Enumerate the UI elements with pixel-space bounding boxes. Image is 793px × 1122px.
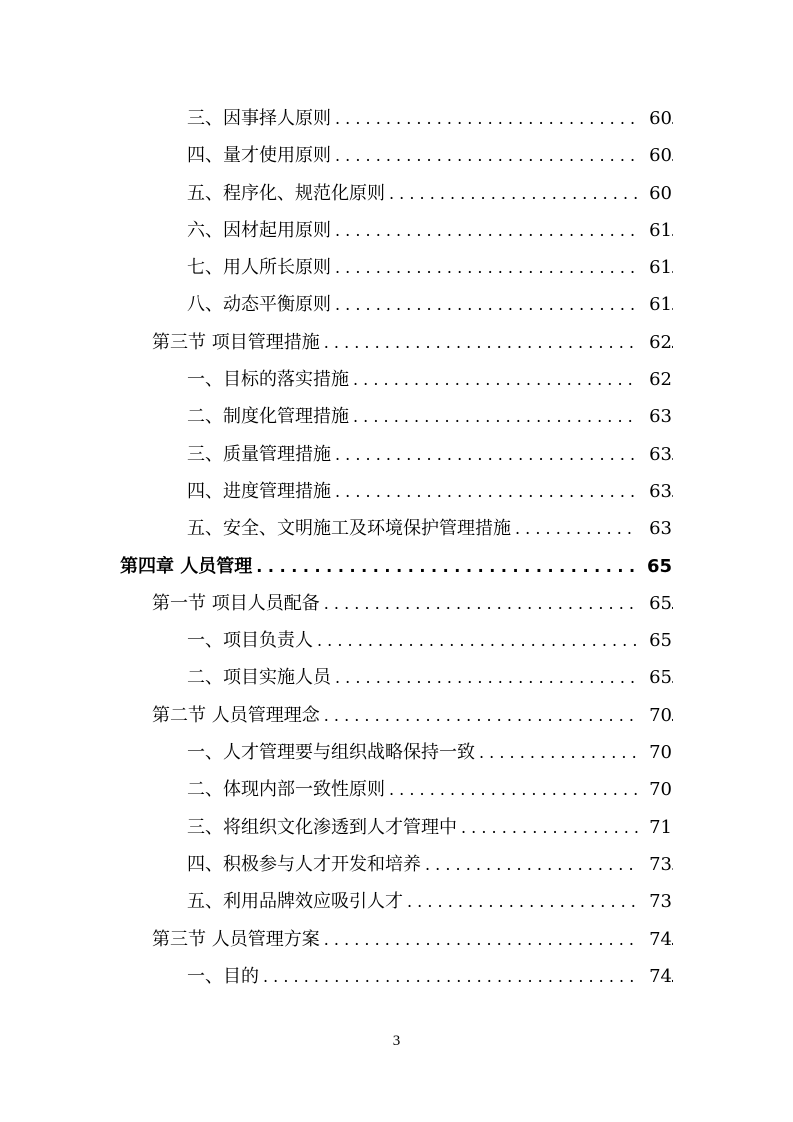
dot-leader [324,585,673,622]
toc-entry-page: 70 [638,697,672,734]
toc-entry-page: 61 [638,249,672,286]
toc-entry-page: 60 [638,137,672,174]
toc-entry-label: 一、项目负责人 [187,630,313,652]
toc-entry-label: 二、项目实施人员 [187,667,331,689]
toc-entry-page: 62 [638,361,672,398]
toc-chapter-entry[interactable] [0,548,793,585]
dot-leader [335,212,673,249]
toc-entry[interactable] [0,436,793,473]
toc-entry-label: 二、制度化管理措施 [187,406,349,428]
toc-entry-page: 74 [638,921,672,958]
dot-leader [353,398,673,435]
toc-entry[interactable] [0,771,793,808]
toc-entry[interactable] [0,361,793,398]
toc-entry-label: 三、将组织文化渗透到人才管理中 [187,816,457,838]
dot-leader [335,100,673,137]
toc-entry-label: 一、人才管理要与组织战略保持一致 [187,742,475,764]
dot-leader [324,921,673,958]
toc-entry-label: 三、质量管理措施 [187,443,331,465]
toc-entry-label: 六、因材起用原则 [187,219,331,241]
toc-entry-page: 63 [638,510,672,547]
dot-leader [389,175,673,212]
dot-leader [324,697,673,734]
toc-entry-label: 三、因事择人原则 [187,108,331,129]
toc-entry[interactable] [0,809,793,846]
toc-entry[interactable] [0,659,793,696]
toc-entry-page: 63 [638,473,672,510]
toc-entry-label: 第一节 项目人员配备 [152,592,320,614]
toc-entry-page: 73 [638,883,672,920]
toc-entry-label: 第二节 人员管理理念 [152,704,320,726]
dot-leader [335,436,673,473]
toc-entry[interactable] [0,846,793,883]
toc-entry[interactable] [0,473,793,510]
dot-leader [263,958,673,995]
toc-entry[interactable] [0,137,793,174]
toc-entry[interactable] [0,212,793,249]
dot-leader [335,249,673,286]
dot-leader [317,622,673,659]
toc-entry-page: 65 [638,585,672,622]
toc-entry-page: 63 [638,436,672,473]
toc-section-entry[interactable] [0,697,793,734]
toc-entry-page: 61 [638,212,672,249]
toc-entry[interactable] [0,883,793,920]
toc-entry[interactable] [0,510,793,547]
dot-leader [389,771,673,808]
toc-entry-page: 65 [638,659,672,696]
toc-entry-page: 60 [638,175,672,212]
dot-leader [425,846,673,883]
toc-entry-label: 四、积极参与人才开发和培养 [187,853,421,875]
toc-entry-page: 74 [638,958,672,995]
toc-entry-label: 五、利用品牌效应吸引人才 [187,891,403,913]
dot-leader [335,137,673,174]
toc-entry[interactable] [0,100,793,137]
toc-section-entry[interactable] [0,324,793,361]
toc-entry-page: 73 [638,846,672,883]
toc-entry[interactable] [0,249,793,286]
toc-entry-page: 63 [638,398,672,435]
toc-entry-page: 60 [638,100,672,137]
toc-section-entry[interactable] [0,585,793,622]
toc-entry[interactable] [0,734,793,771]
toc-entry[interactable] [0,175,793,212]
toc-entry-label: 第三节 项目管理措施 [152,331,320,353]
toc-entry-label: 五、安全、文明施工及环境保护管理措施 [187,518,511,540]
dot-leader [353,361,673,398]
toc-entry-page: 65 [638,622,672,659]
toc-entry-label: 一、目标的落实措施 [187,369,349,391]
toc-entry-page: 62 [638,324,672,361]
toc-entry-label: 第三节 人员管理方案 [152,928,320,950]
toc-entry-page: 70 [638,771,672,808]
toc-entry-page: 61 [638,286,672,323]
dot-leader [335,659,673,696]
toc-entry-label: 四、量才使用原则 [187,145,331,167]
toc-entry-label: 第四章 人员管理 [120,555,253,577]
toc-entry-label: 七、用人所长原则 [187,257,331,279]
toc-entry-label: 八、动态平衡原则 [187,294,331,316]
toc-entry-label: 四、进度管理措施 [187,480,331,502]
dot-leader [335,286,673,323]
table-of-contents [0,100,793,995]
toc-entry[interactable] [0,622,793,659]
toc-entry-label: 五、程序化、规范化原则 [187,182,385,204]
dot-leader [256,548,673,585]
toc-entry-page: 71 [638,809,672,846]
toc-entry[interactable] [0,286,793,323]
page-number: 3 [392,1033,401,1049]
toc-entry-page: 65 [638,548,672,585]
toc-entry[interactable] [0,958,793,995]
toc-entry-label: 一、目的 [187,965,259,987]
toc-entry[interactable] [0,398,793,435]
toc-section-entry[interactable] [0,921,793,958]
dot-leader [407,883,673,920]
dot-leader [324,324,673,361]
toc-entry-page: 70 [638,734,672,771]
dot-leader [335,473,673,510]
toc-entry-label: 二、体现内部一致性原则 [187,779,385,801]
